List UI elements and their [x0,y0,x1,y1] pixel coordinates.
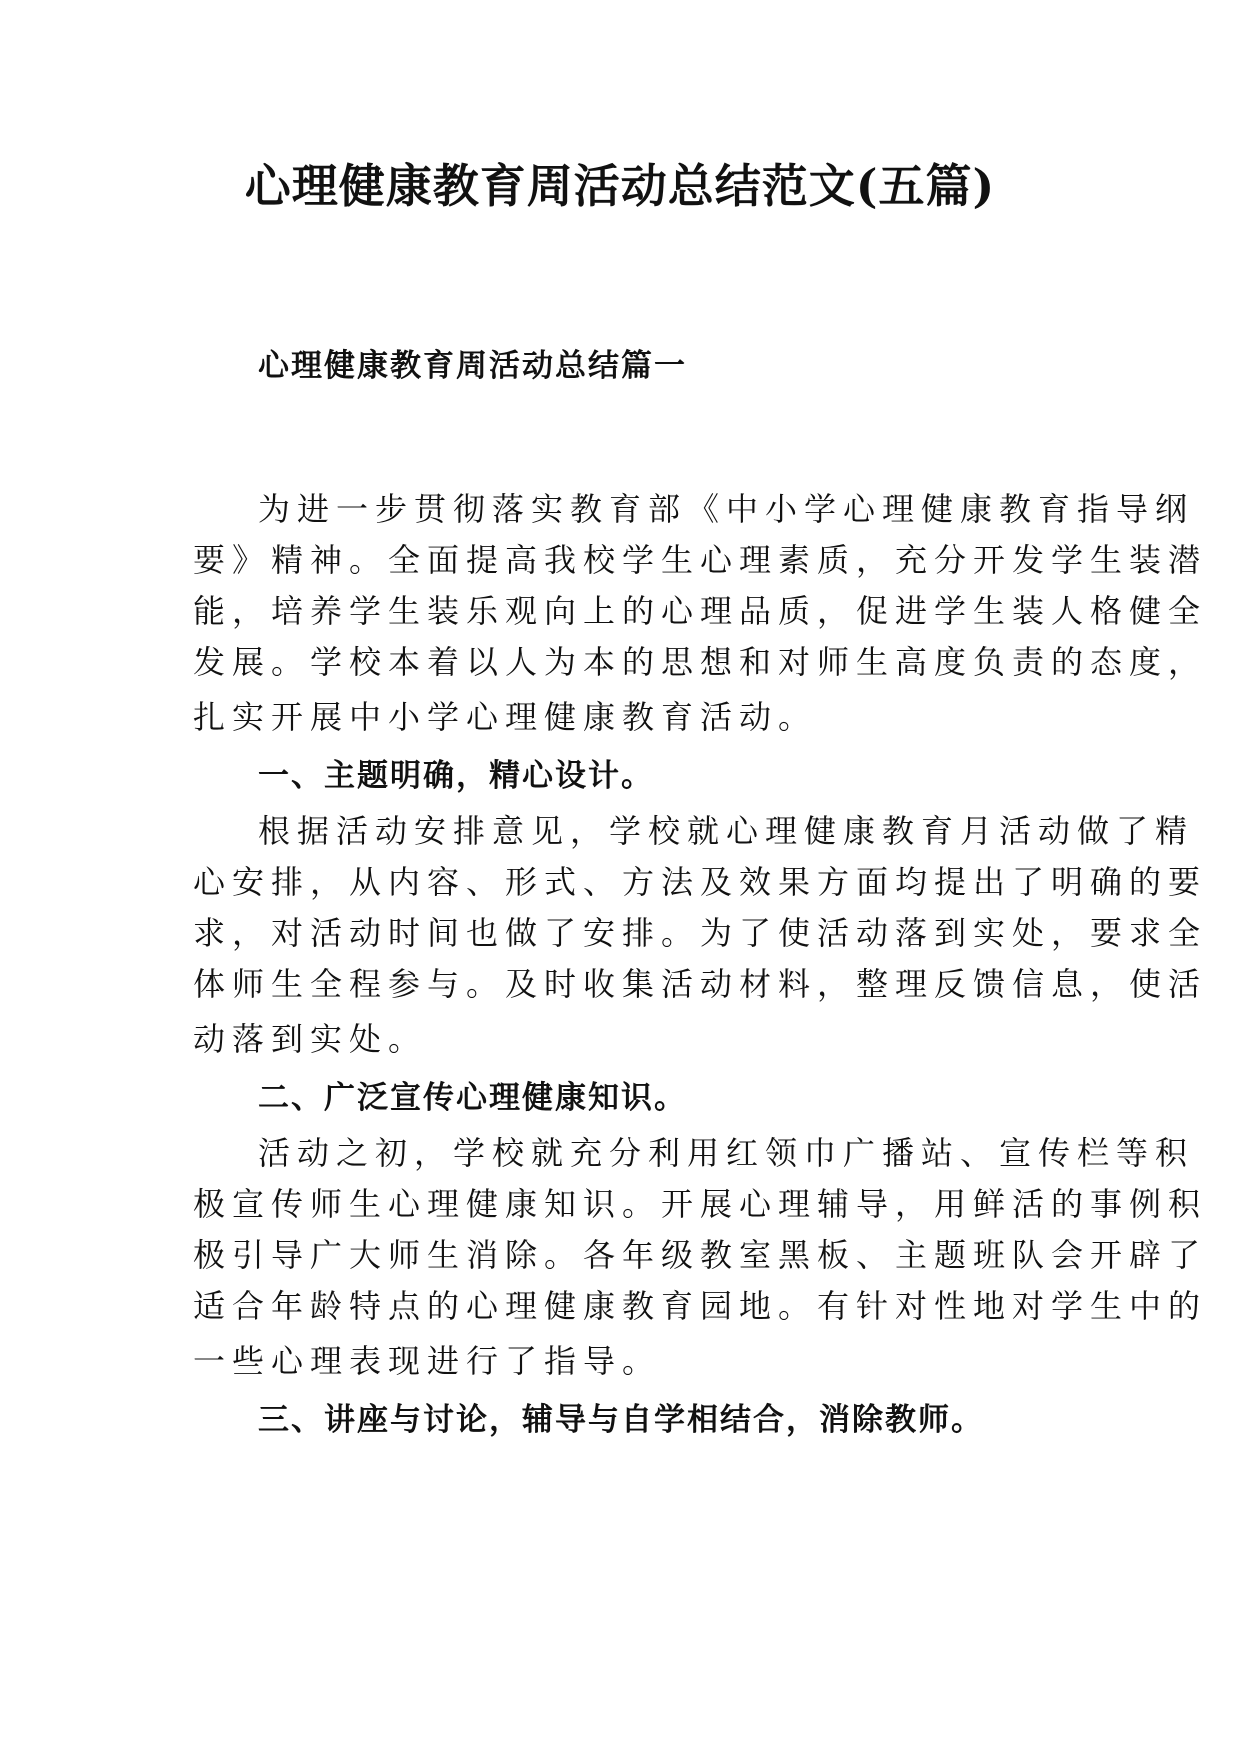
section-heading-1: 一、主题明确，精心设计。 [258,758,654,794]
intro-line-2: 要》精神。全面提高我校学生心理素质，充分开发学生装潜 [193,541,1208,579]
section-2-line-1: 活动之初，学校就充分利用红领巾广播站、宣传栏等积 [258,1134,1195,1172]
document-title: 心理健康教育周活动总结范文(五篇) [244,159,996,213]
section-2-line-4: 适合年龄特点的心理健康教育园地。有针对性地对学生中的 [193,1287,1208,1325]
intro-line-1: 为进一步贯彻落实教育部《中小学心理健康教育指导纲 [258,490,1195,528]
intro-line-3: 能，培养学生装乐观向上的心理品质，促进学生装人格健全 [193,592,1208,630]
section-title: 心理健康教育周活动总结篇一 [258,348,687,384]
section-1-line-5: 动落到实处。 [193,1020,428,1058]
section-1-line-3: 求，对活动时间也做了安排。为了使活动落到实处，要求全 [193,914,1208,952]
intro-line-4: 发展。学校本着以人为本的思想和对师生高度负责的态度， [193,643,1208,681]
section-2-line-2: 极宣传师生心理健康知识。开展心理辅导，用鲜活的事例积 [193,1185,1208,1223]
section-heading-3: 三、讲座与讨论，辅导与自学相结合，消除教师。 [258,1402,984,1438]
section-heading-2: 二、广泛宣传心理健康知识。 [258,1080,687,1116]
section-2-line-3: 极引导广大师生消除。各年级教室黑板、主题班队会开辟了 [193,1236,1208,1274]
section-1-line-4: 体师生全程参与。及时收集活动材料，整理反馈信息，使活 [193,965,1208,1003]
intro-line-5: 扎实开展中小学心理健康教育活动。 [193,698,818,736]
section-2-line-5: 一些心理表现进行了指导。 [193,1342,662,1380]
section-1-line-1: 根据活动安排意见，学校就心理健康教育月活动做了精 [258,812,1195,850]
section-1-line-2: 心安排，从内容、形式、方法及效果方面均提出了明确的要 [193,863,1208,901]
